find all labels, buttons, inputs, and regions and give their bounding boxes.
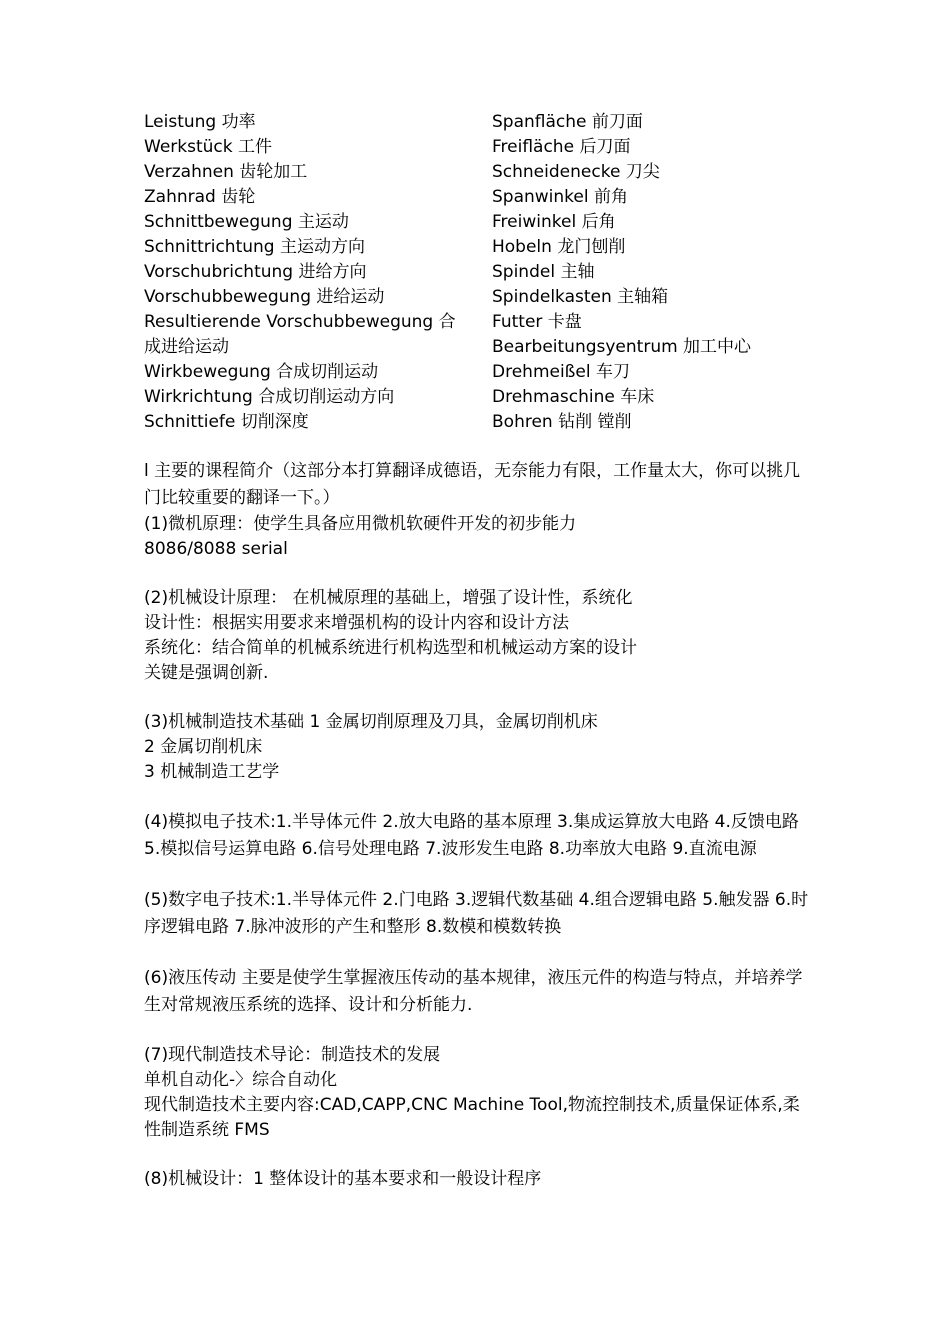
vocab-term: Hobeln 龙门刨削 xyxy=(492,237,626,257)
text-line: 设计性：根据实用要求来增强机构的设计内容和设计方法 xyxy=(144,613,569,633)
vocab-term: Vorschubbewegung 进给运动 xyxy=(144,287,385,307)
paragraph-course-4 xyxy=(144,809,810,863)
vocab-term: Futter 卡盘 xyxy=(492,312,582,332)
paragraph-course-6 xyxy=(144,965,810,1019)
text-line: (1)微机原理：使学生具备应用微机软硬件开发的初步能力 xyxy=(144,514,577,534)
paragraph-intro xyxy=(144,458,810,562)
vocab-term: Drehmaschine 车床 xyxy=(492,387,655,407)
vocab-term: Spanwinkel 前角 xyxy=(492,187,628,207)
vocab-term: Vorschubrichtung 进给方向 xyxy=(144,262,367,282)
text-line: 单机自动化-〉综合自动化 xyxy=(144,1070,338,1090)
paragraph-course-8 xyxy=(144,1167,810,1192)
text-line: (8)机械设计：1 整体设计的基本要求和一般设计程序 xyxy=(144,1169,542,1189)
text-line: 3 机械制造工艺学 xyxy=(144,762,280,782)
vocab-term: Wirkrichtung 合成切削运动方向 xyxy=(144,387,395,407)
vocab-term: Werkstück 工件 xyxy=(144,137,272,157)
text-line: (7)现代制造技术导论：制造技术的发展 xyxy=(144,1045,441,1065)
text-line: 2 金属切削机床 xyxy=(144,737,263,757)
vocab-term: Freiwinkel 后角 xyxy=(492,212,616,232)
vocab-term: Verzahnen 齿轮加工 xyxy=(144,162,308,182)
vocab-term: Schnittiefe 切削深度 xyxy=(144,412,309,432)
text-line: 8086/8088 serial xyxy=(144,539,288,559)
vocab-term: Schnittrichtung 主运动方向 xyxy=(144,237,365,257)
paragraph-course-5 xyxy=(144,887,810,941)
paragraph-course-3 xyxy=(144,710,810,785)
vocab-term: Spindel 主轴 xyxy=(492,262,595,282)
vocab-term: Bearbeitungsyentrum 加工中心 xyxy=(492,337,752,357)
vocab-list-right xyxy=(492,110,812,435)
text-line: (3)机械制造技术基础 1 金属切削原理及刀具，金属切削机床 xyxy=(144,712,598,732)
paragraph-course-2 xyxy=(144,586,810,686)
vocab-term: Drehmeißel 车刀 xyxy=(492,362,630,382)
vocab-term: Bohren 钻削 镗削 xyxy=(492,412,632,432)
vocab-term: Leistung 功率 xyxy=(144,112,256,132)
vocab-term: Resultierende Vorschubbewegung 合成进给运动 xyxy=(144,312,456,357)
text-line: 现代制造技术主要内容:CAD,CAPP,CNC Machine Tool,物流控制技术,质量保证体系,柔性制造系统 FMS xyxy=(144,1095,800,1140)
vocab-term: Spanfläche 前刀面 xyxy=(492,112,643,132)
text-line: (5)数字电子技术:1.半导体元件 2.门电路 3.逻辑代数基础 4.组合逻辑电路 5.触发器 6.时序逻辑电路 7.脉冲波形的产生和整形 8.数模和模数转换 xyxy=(144,890,809,937)
vocab-term: Zahnrad 齿轮 xyxy=(144,187,256,207)
vocab-term: Schneidenecke 刀尖 xyxy=(492,162,660,182)
vocab-list-left xyxy=(144,110,464,435)
vocab-term: Schnittbewegung 主运动 xyxy=(144,212,349,232)
vocab-term: Freifläche 后刀面 xyxy=(492,137,631,157)
paragraph-course-7 xyxy=(144,1043,810,1143)
text-line: l 主要的课程简介（这部分本打算翻译成德语，无奈能力有限，工作量太大，你可以挑几门比较重要的翻译一下。） xyxy=(144,461,801,508)
text-line: (4)模拟电子技术:1.半导体元件 2.放大电路的基本原理 3.集成运算放大电路 4.反馈电路 5.模拟信号运算电路 6.信号处理电路 7.波形发生电路 8.功率放大电路 9.直流电源 xyxy=(144,812,799,859)
text-line: 关键是强调创新. xyxy=(144,663,269,683)
text-line: (2)机械设计原理： 在机械原理的基础上，增强了设计性，系统化 xyxy=(144,588,633,608)
vocab-term: Spindelkasten 主轴箱 xyxy=(492,287,669,307)
text-line: (6)液压传动 主要是使学生掌握液压传动的基本规律，液压元件的构造与特点，并培养学生对常规液压系统的选择、设计和分析能力. xyxy=(144,968,803,1015)
text-line: 系统化：结合简单的机械系统进行机构选型和机械运动方案的设计 xyxy=(144,638,637,658)
vocab-term: Wirkbewegung 合成切削运动 xyxy=(144,362,379,382)
course-introduction xyxy=(144,458,810,1216)
